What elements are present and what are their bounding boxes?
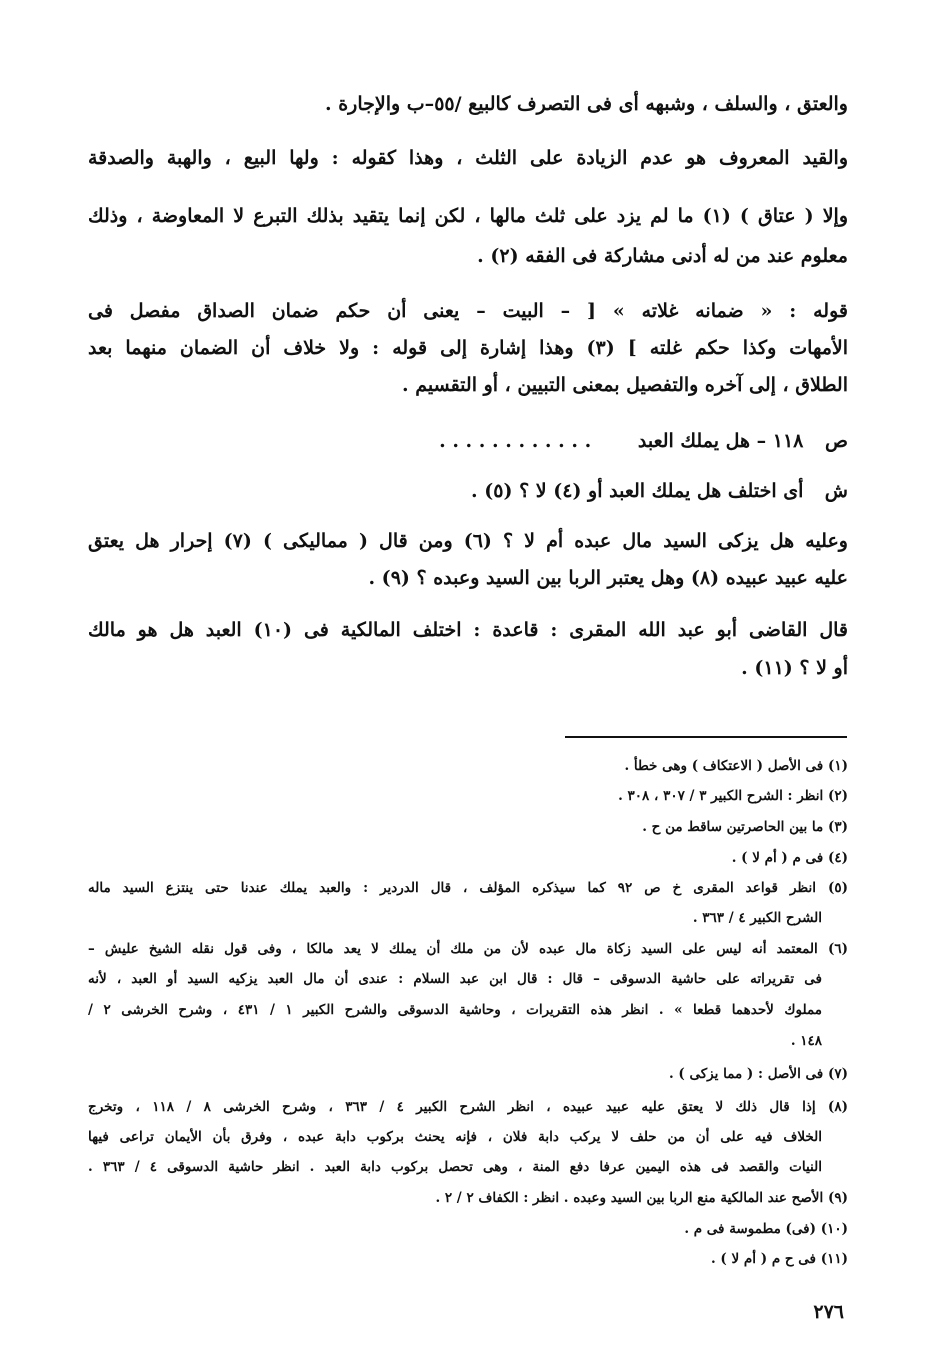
footnote: (١٠) (فى) مطموسة فى م . [684,1221,848,1237]
footnote: (٧) فى الأصل : ( مما يزكى ) . [669,1066,848,1082]
footnote-continuation: النيات والقصد فى هذه اليمين عرفا دفع المنة ، وهى تحصل بركوب دابة العبد . انظر حاشية الدسوقى ٤ / ٣٦٣ . [88,1159,822,1175]
body-line: الطلاق ، إلى آخره والتفصيل بمعنى التبيين ، أو التقسيم . [402,374,848,396]
footnote-separator [565,736,847,738]
footnote: (١) فى الأصل ( الاعتكاف ) وهى خطأ . [624,758,848,774]
body-line: قال القاضى أبو عبد الله المقرى : قاعدة : اختلف المالكية فى (١٠) العبد هل هو مالك [88,619,849,641]
body-line: والعتق ، والسلف ، وشبهه أى فى التصرف كالبيع /٥٥–ب والإجارة . [325,93,848,115]
footnote: (٣) ما بين الحاصرتين ساقط من ح . [642,819,848,835]
footnote: (٢) انظر : الشرح الكبير ٣ / ٣٠٧ ، ٣٠٨ . [618,788,848,804]
footnote-continuation: ١٤٨ . [790,1033,822,1049]
footnote-continuation: فى تقريراته على حاشية الدسوقى – قال : قال ابن عبد السلام : عندى أن مال العبد يزكيه السيد أو العبد ، لأنه [88,971,822,987]
body-line: والقيد المعروف هو عدم الزيادة على الثلث ، وهذا كقوله : ولها البيع ، والهبة والصدقة [88,147,848,169]
body-line: أو لا ؟ (١١) . [741,657,848,679]
body-line: معلوم عند من له أدنى مشاركة فى الفقه (٢) . [477,245,848,267]
body-line: وإلا ( عتاق ) (١) ما لم يزد على ثلث مالها ، لكن إنما يتقيد بذلك التبرع لا المعاوضة ، وذلك [88,205,849,227]
body-line: الأمهات وكذا حكم غلته ] (٣) وهذا إشارة إلى قوله : ولا خلاف أن الضمان منهما بعد [88,337,848,359]
footnote: (٩) الأصح عند المالكية منع الربا بين السيد وعبده . انظر : الكفاف ٢ / ٢ . [435,1190,848,1206]
footnote-continuation: مملوك لأحدهما قطعا » . انظر هذه التقريرات ، وحاشية الدسوقى والشرح الكبير ١ / ٤٣١ ، وشرح الخرشى ٢ / [88,1002,822,1018]
footnote: (٥) انظر قواعد المقرى خ ص ٩٢ كما سيذكره المؤلف ، قال الدردير : والعبد يملك عندنا حتى ينتزع السيد ماله [88,880,848,896]
verse-line [110,425,848,457]
footnote: (٨) إذا قال ذلك لا يعتق عليه عبيد عبيده ، انظر الشرح الكبير ٤ / ٣٦٣ ، وشرح الخرشى ٨ / ١١٨ ، وتخرج [88,1099,848,1115]
footnote: (٤) فى م ( أم لا ) . [731,850,848,866]
commentary-mark: ش [824,480,848,502]
body-line: قوله : « ضمانه غلاته » [ – البيت – يعنى أن حكم ضمان الصداق مفصل فى [88,300,848,322]
body-line: وعليه هل يزكى السيد مال عبده أم لا ؟ (٦) ومن قال ( مماليكى ) (٧) إحرار هل يعتق [88,530,848,552]
commentary-line [110,475,848,507]
verse-ellipsis: . . . . . . . . . . . . [439,430,592,452]
verse-text: ١١٨ – هل يملك العبد [637,430,804,452]
footnote-continuation: الخلاف فيه على أن من حلف لا يركب دابة فلان ، فإنه يحنث بركوب دابة عبده ، وفرق بأن الأيمان تراعى فيها [88,1129,822,1145]
footnote: (١١) فى ح م ( أم لا ) . [711,1251,848,1267]
page-number: ٢٧٦ [813,1301,844,1323]
verse-mark: ص [825,430,848,452]
body-line: عليه عبيد عبيده (٨) وهل يعتبر الربا بين السيد وعبده ؟ (٩) . [368,567,848,589]
commentary-text: أى اختلف هل يملك العبد أو (٤) لا ؟ (٥) . [471,480,804,502]
footnote: (٦) المعتمد أنه ليس على السيد زكاة مال عبده لأن من ملك أن يملك لا يعد مالكا ، وفى قول نقله الشيخ عليش – [88,941,848,957]
footnote-continuation: الشرح الكبير ٤ / ٣٦٣ . [692,910,822,926]
